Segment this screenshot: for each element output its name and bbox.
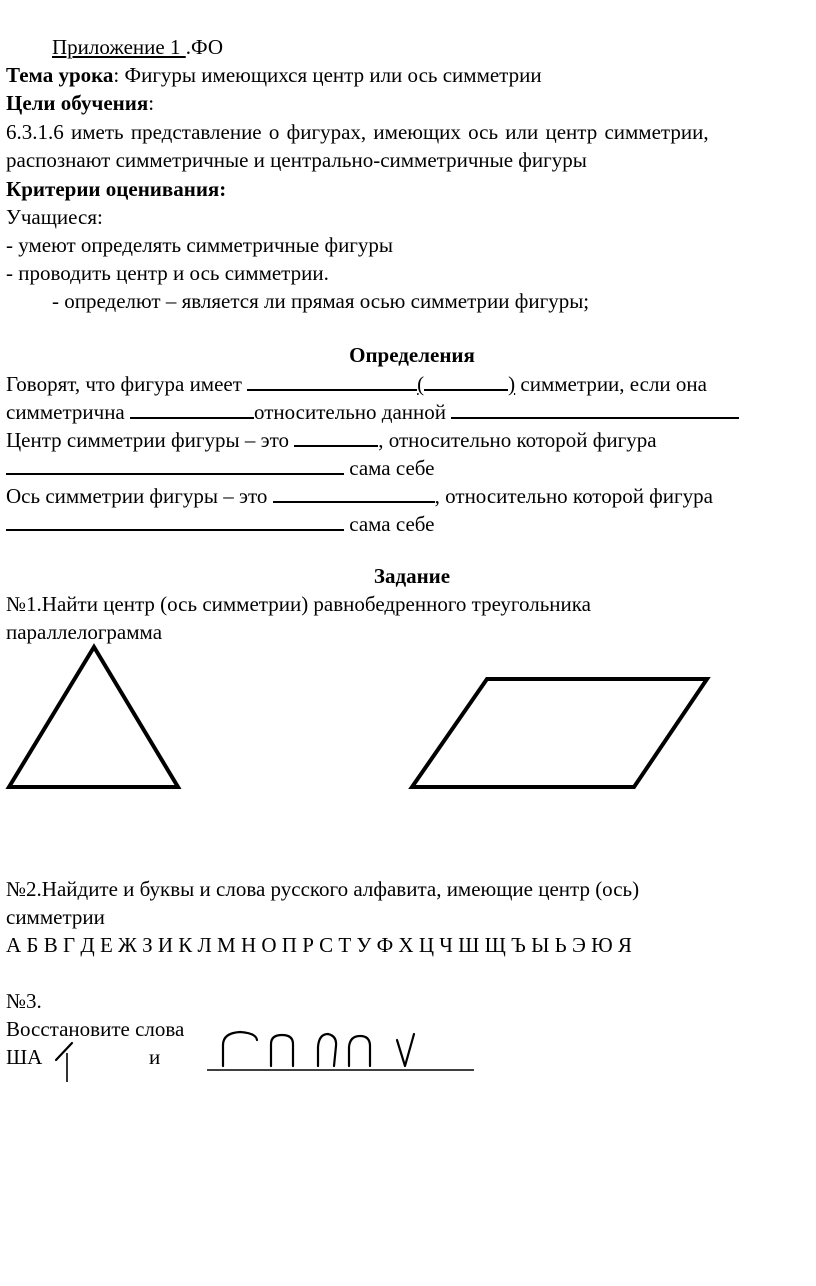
appendix-suffix: .ФО [185, 35, 223, 59]
definition-text: симметрии, если она [515, 372, 707, 396]
alphabet-line: А Б В Г Д Е Ж З И К Л М Н О П Р С Т У Ф Х Ц Ч Ш Щ Ъ Ы Ь Э Ю Я [6, 933, 632, 957]
definition-text: сама себе [344, 512, 435, 536]
handwritten-slash [56, 1043, 72, 1060]
criteria-item: - умеют определять симметричные фигуры [6, 233, 394, 257]
criteria-label: Критерии оценивания: [6, 177, 227, 201]
task-1-line-2: параллелограмма [6, 620, 163, 644]
definition-text: симметрична [6, 400, 131, 424]
definitions-title: Определения [349, 343, 475, 367]
handwritten-word [223, 1032, 414, 1066]
definition-text: Говорят, что фигура имеет [6, 372, 248, 396]
definition-text: Центр симметрии фигуры – это [6, 428, 295, 452]
criteria-item: - проводить центр и ось симметрии. [6, 261, 329, 285]
goals-colon: : [148, 91, 155, 115]
appendix-label: Приложение 1 [52, 35, 186, 59]
definition-text: Ось симметрии фигуры – это [6, 484, 273, 508]
goals-label: Цели обучения [6, 91, 149, 115]
criteria-item: - определют – является ли прямая осью симметрии фигуры; [52, 289, 590, 313]
definition-text: , относительно которой фигура [378, 428, 657, 452]
goals-line-1: 6.3.1.6 иметь представление о фигурах, имеющих ось или центр симметрии, [6, 120, 709, 144]
task-1-line-1: №1.Найти центр (ось симметрии) равнобедренного треугольника [6, 592, 591, 616]
topic-text: : Фигуры имеющихся центр или ось симметрии [113, 63, 542, 87]
goals-line-2: распознают симметричные и центрально-симметричные фигуры [6, 148, 587, 172]
definition-text: сама себе [344, 456, 435, 480]
task-3-number: №3. [6, 989, 42, 1013]
parallelogram [412, 679, 707, 787]
task-3-word-1: ША [6, 1045, 43, 1069]
task-3-and: и [149, 1045, 161, 1069]
topic-label: Тема урока [6, 63, 114, 87]
task-title: Задание [373, 564, 451, 588]
definition-text: относительно данной [254, 400, 452, 424]
task-2-line-1: №2.Найдите и буквы и слова русского алфавита, имеющие центр (ось) [6, 877, 640, 901]
task-3-text: Восстановите слова [6, 1017, 185, 1041]
task-2-line-2: симметрии [6, 905, 105, 929]
criteria-students: Учащиеся: [6, 205, 103, 229]
isosceles-triangle [9, 647, 178, 787]
definition-text: , относительно которой фигура [434, 484, 713, 508]
paren-open: ( [417, 372, 425, 396]
paren-close: ) [508, 372, 516, 396]
